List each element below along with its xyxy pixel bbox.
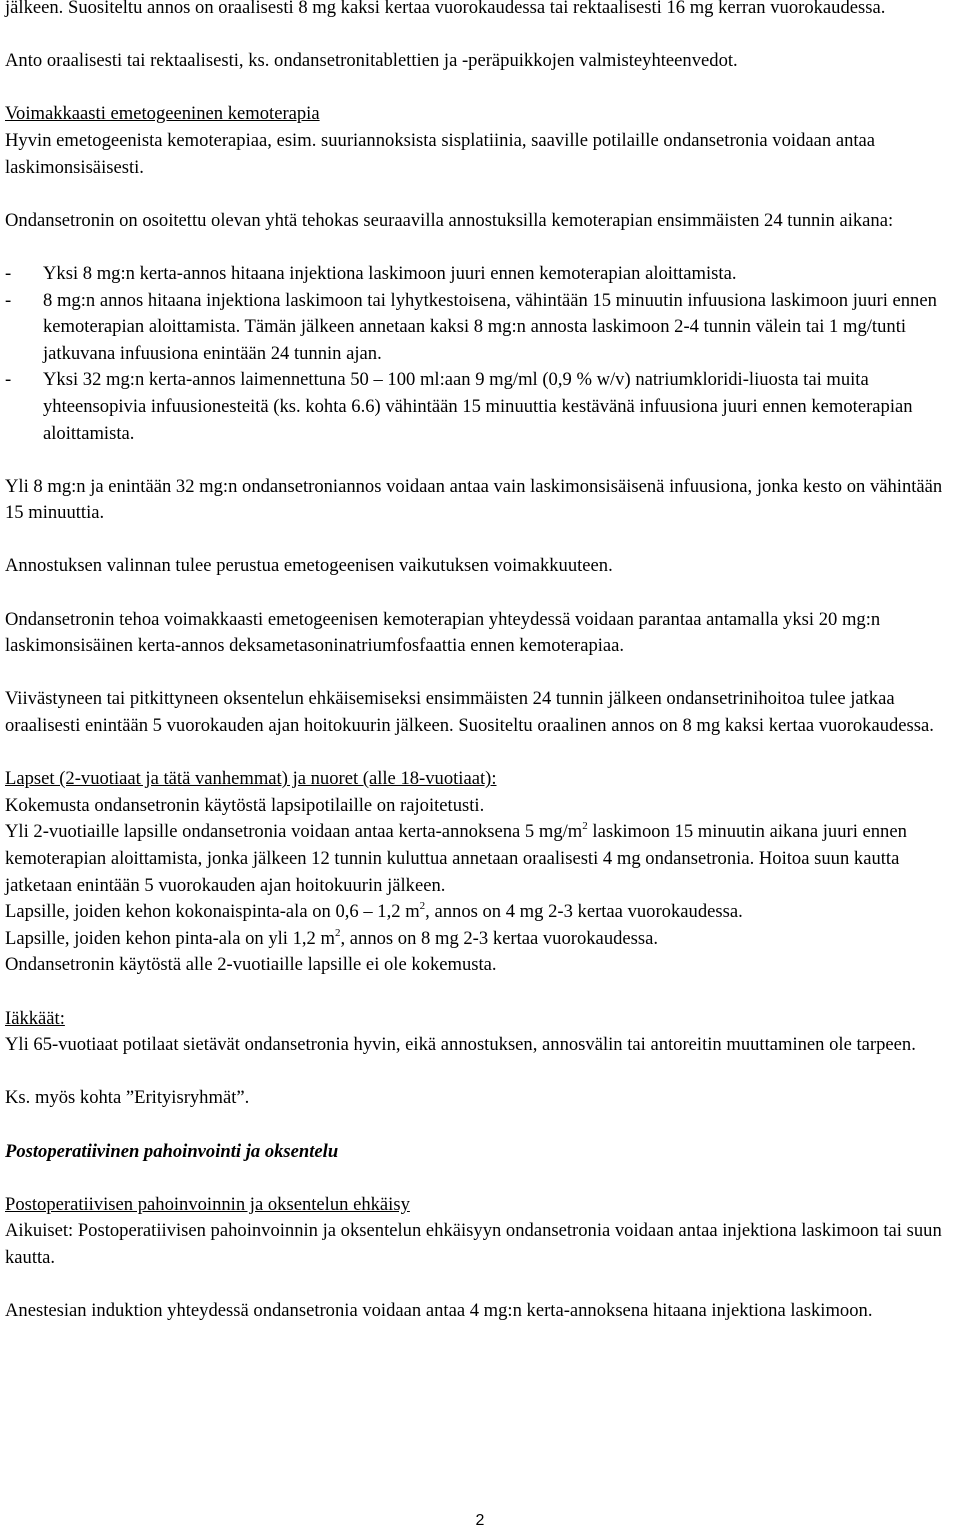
heading-elderly: Iäkkäät: (5, 1007, 65, 1029)
paragraph-children-bsa-small (5, 899, 955, 926)
list-dash: - (5, 289, 12, 311)
paragraph-children-under-2: Ondansetronin käytöstä alle 2-vuotiaille lapsille ei ole kokemusta. (5, 954, 497, 976)
document-page (5, 0, 955, 1325)
list-item (5, 367, 955, 447)
paragraph-efficacy: Ondansetronin on osoitettu olevan yhtä tehokas seuraavilla annostuksilla kemoterapian ensimmäisten 24 tunnin aikana: (5, 209, 894, 231)
heading-highly-emetogenic: Voimakkaasti emetogeeninen kemoterapia (5, 103, 320, 125)
superscript: 2 (582, 820, 588, 833)
text-run: Lapsille, joiden kehon kokonaispinta-ala on 0,6 – 1,2 m (5, 901, 420, 923)
paragraph-anesthesia-induction: Anestesian induktion yhteydessä ondansetronia voidaan antaa 4 mg:n kerta-annoksena hitaana injektiona laskimoon. (5, 1300, 873, 1322)
superscript: 2 (334, 926, 341, 939)
paragraph-adults-prevention: Aikuiset: Postoperatiivisen pahoinvoinnin ja oksentelun ehkäisyyn ondansetronia voidaan antaa injektiona laskimoon tai suun kautta. (5, 1220, 942, 1268)
paragraph-dexamethasone: Ondansetronin tehoa voimakkaasti emetogeenisen kemoterapian yhteydessä voidaan parantaa antamalla yksi 20 mg:n laskimonsisäinen kerta-annos deksametasoninatriumfosfaattia ennen kemoterapiaa. (5, 608, 881, 657)
paragraph-cisplatin: Hyvin emetogeenista kemoterapiaa, esim. suuriannoksista sisplatiinia, saaville potilaille ondansetronia voidaan antaa laskimonsisäisesti. (5, 129, 876, 178)
paragraph-elderly: Yli 65-vuotiaat potilaat sietävät ondansetronia hyvin, eikä annostuksen, annosvälin tai antoreitin muuttaminen ole tarpeen. (5, 1034, 916, 1056)
heading-children: Lapset (2-vuotiaat ja tätä vanhemmat) ja nuoret (alle 18-vuotiaat): (5, 768, 497, 790)
list-item (5, 261, 955, 288)
list-item-text: Yksi 32 mg:n kerta-annos laimennettuna 50 – 100 ml:aan 9 mg/ml (0,9 % w/v) natriumkloridi-liuosta tai muita yhteensopivia infuusionesteitä (ks. kohta 6.6) vähintään 15 minuuttia kestävänä infuusiona juuri ennen kemoterapian aloittamista. (43, 369, 913, 444)
paragraph-delayed-emesis: Viivästyneen tai pitkittyneen oksentelun ehkäisemiseksi ensimmäisten 24 tunnin jälkeen ondansetrinihoitoa tulee jatkaa oraalisesti enintään 5 vuorokauden ajan hoitokuurin jälkeen. Suositeltu oraalinen annos on 8 mg kaksi kertaa vuorokaudessa. (5, 688, 934, 737)
list-dash: - (5, 369, 12, 391)
list-item-text: 8 mg:n annos hitaana injektiona laskimoon tai lyhytkestoisena, vähintään 15 minuutin infuusiona laskimoon juuri ennen kemoterapian aloittamista. Tämän jälkeen annetaan kaksi 8 mg:n annosta laskimoon 2-4 tunnin välein tai 1 mg/tunti jatkuvana infuusiona enintään 24 tunnin ajan. (43, 289, 937, 364)
paragraph-intro: jälkeen. Suositeltu annos on oraalisesti 8 mg kaksi kertaa vuorokaudessa tai rektaalisesti 16 mg kerran vuorokaudessa. (5, 0, 886, 18)
list-dash: - (5, 262, 12, 284)
list-item (5, 288, 955, 368)
page-number: 2 (475, 1512, 485, 1529)
text-run: Yli 2-vuotiaille lapsille ondansetronia voidaan antaa kerta-annoksena 5 mg/m (5, 821, 583, 843)
paragraph-children-experience: Kokemusta ondansetronin käytöstä lapsipotilaille on rajoitetusti. (5, 794, 485, 816)
dosing-list (5, 261, 955, 447)
paragraph-children-bsa-large (5, 926, 955, 953)
text-run: , annos on 4 mg 2-3 kertaa vuorokaudessa. (425, 901, 743, 923)
text-run: Lapsille, joiden kehon pinta-ala on yli 1,2 m (5, 927, 335, 949)
paragraph-see-also: Ks. myös kohta ”Erityisryhmät”. (5, 1087, 250, 1109)
paragraph-dose-selection: Annostuksen valinnan tulee perustua emetogeenisen vaikutuksen voimakkuuteen. (5, 555, 613, 577)
text-run: laskimoon 15 minuutin aikana juuri ennen kemoterapian aloittamista, jonka jälkeen 12 tunnin kuluttua annetaan oraalisesti 4 mg ondansetronia. Hoitoa suun kautta jatketaan enintään 5 vuorokauden ajan hoitokuurin jälkeen. (5, 821, 907, 896)
paragraph-infusion-limit: Yli 8 mg:n ja enintään 32 mg:n ondansetroniannos voidaan antaa vain laskimonsisäisenä infuusiona, jonka kesto on vähintään 15 minuuttia. (5, 475, 943, 524)
list-item-text: Yksi 8 mg:n kerta-annos hitaana injektiona laskimoon juuri ennen kemoterapian aloittamista. (43, 262, 737, 284)
paragraph-children-dose (5, 819, 955, 899)
text-run: , annos on 8 mg 2-3 kertaa vuorokaudessa. (340, 927, 659, 949)
heading-postoperative: Postoperatiivinen pahoinvointi ja oksentelu (5, 1140, 339, 1162)
paragraph-administration: Anto oraalisesti tai rektaalisesti, ks. ondansetronitablettien ja -peräpuikkojen valmisteyhteenvedot. (5, 50, 738, 72)
superscript: 2 (419, 900, 426, 913)
heading-postoperative-prevention: Postoperatiivisen pahoinvoinnin ja oksentelun ehkäisy (5, 1193, 410, 1215)
